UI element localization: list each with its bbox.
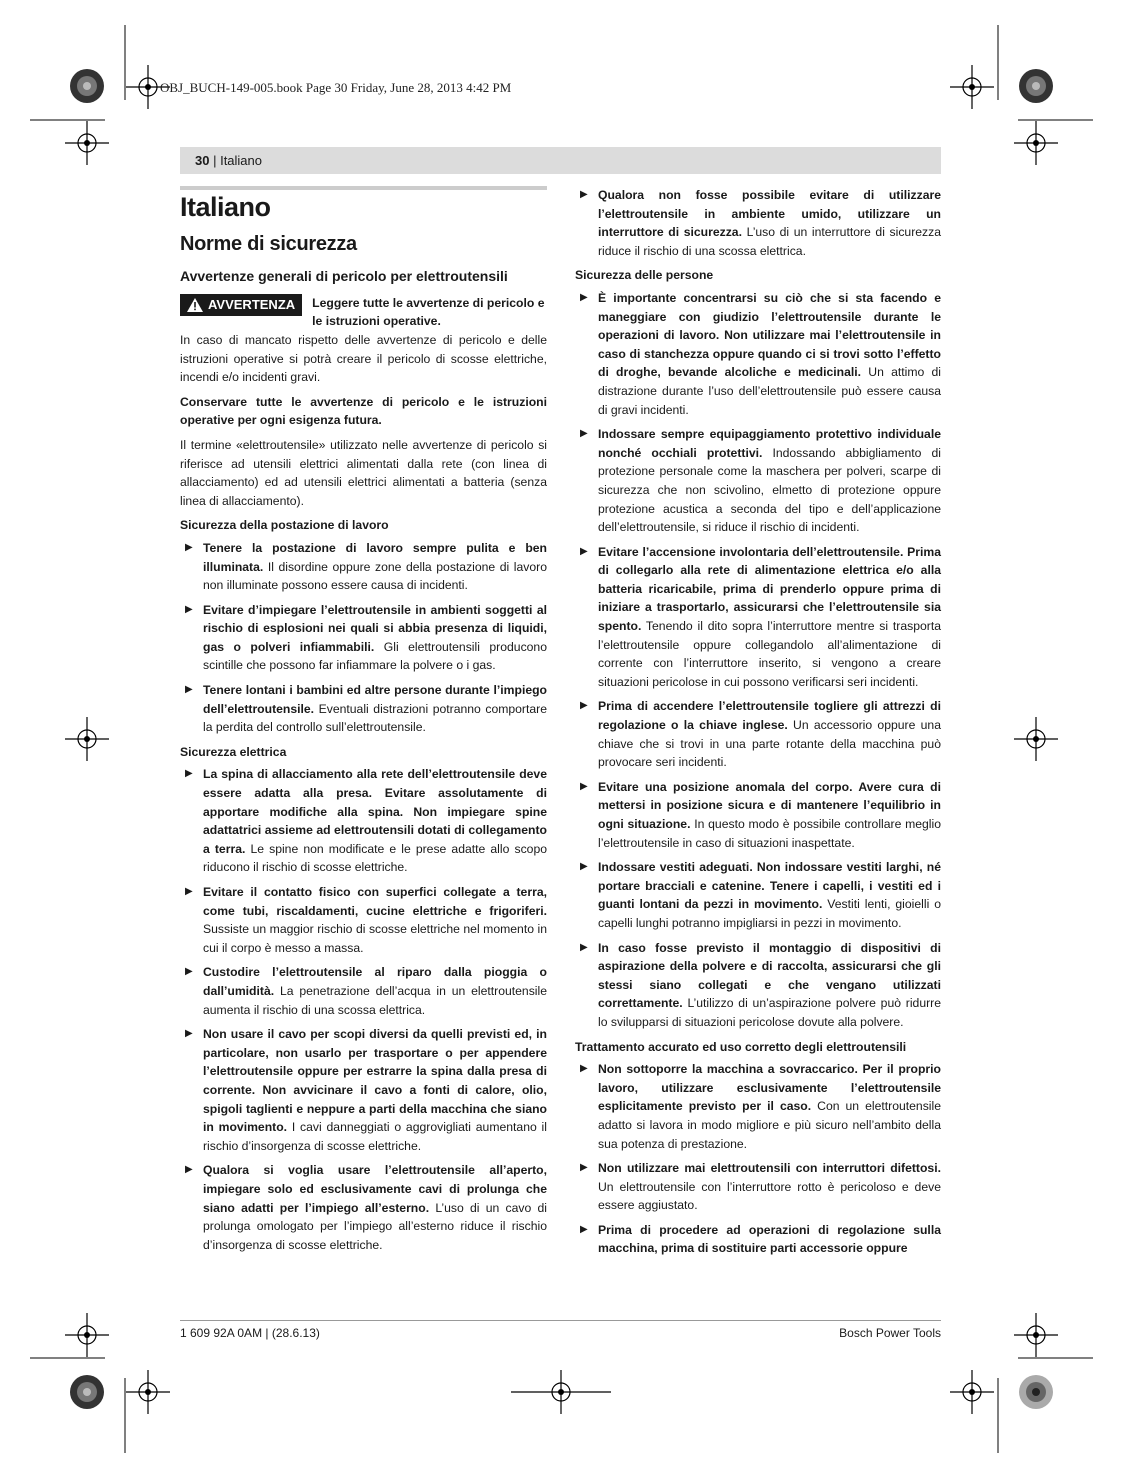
list-item-bold: In caso fosse previsto il montaggio di dispositivi di aspirazione della polvere e di raccolta, assicurarsi che gli stessi siano collegati e che vengano utilizzati correttamente. [598, 940, 941, 1011]
electrical-safety-list [180, 765, 547, 1254]
list-item-text [203, 1161, 547, 1254]
list-item-body: In questo modo è possibile controllare meglio l’elettroutensile in caso di situazioni inaspettate. [598, 817, 942, 850]
bullet-arrow-icon: ▶ [185, 603, 193, 615]
keep-note: Conservare tutte le avvertenze di pericolo e le istruzioni operative per ogni esigenza futura. [180, 394, 547, 428]
list-item-text [598, 425, 941, 537]
list-item-bold: Non utilizzare mai elettroutensili con interruttori difettosi. [598, 1161, 941, 1176]
bullet-arrow-icon: ▶ [580, 1223, 588, 1235]
list-item-bold: Non sottoporre la macchina a sovraccarico. Per il proprio lavoro, utilizzare esclusivamente l’elettroutensile esplicitamente previsto per il caso. [598, 1062, 941, 1114]
list-item-text [203, 1025, 547, 1155]
list-item [575, 1221, 941, 1258]
list-item-text [598, 289, 941, 419]
list-item-text [598, 1060, 941, 1153]
header-language: Italiano [220, 153, 262, 168]
electrical-safety-list-continued [575, 186, 941, 260]
list-item-bold: Indossare sempre equipaggiamento protettivo individuale nonché occhiali protettivi. [598, 427, 941, 460]
list-item-text [203, 765, 547, 877]
list-item-text [598, 1159, 941, 1215]
list-item-bold: È importante concentrarsi su ciò che si sta facendo e maneggiare con giudizio l’elettroutensile durante le operazioni di lavoro. Non utilizzare mai l’elettroutensile in caso di stanchezza oppure quando ci si trovi sotto l’effetto di droghe, bevande alcoliche e medicinali. [598, 290, 941, 380]
footer-brand: Bosch Power Tools [839, 1326, 941, 1340]
list-item [575, 186, 941, 260]
page-number: 30 [195, 153, 210, 168]
bullet-arrow-icon: ▶ [185, 966, 193, 978]
list-item-body: L’uso di un interruttore di sicurezza riduce il rischio di una scossa elettrica. [598, 225, 941, 258]
list-item-body: Vestiti lenti, gioielli o capelli lunghi potranno impigliarsi in pezzi in movimento. [598, 897, 941, 930]
page-title: Italiano [180, 192, 271, 222]
list-item [575, 289, 941, 419]
list-item-bold: Custodire l’elettroutensile al riparo dalla pioggia o dall’umidità. [203, 965, 547, 998]
list-item-text [598, 543, 941, 692]
header-separator: | [209, 153, 221, 168]
list-item-body: Sussiste un maggior rischio di scosse elettriche nel momento in cui il corpo è messo a massa. [203, 922, 547, 955]
list-item-bold: Evitare d’impiegare l’elettroutensile in ambienti soggetti al rischio di esplosioni nei quali si abbia presenza di liquidi, gas o polveri infiammabili. [203, 602, 547, 654]
list-item [180, 883, 547, 957]
list-item-body: Un accessorio oppure una chiave che si trovi in una parte rotante della macchina può provocare seri incidenti. [598, 718, 941, 770]
list-item-bold: Evitare l’accensione involontaria dell’elettroutensile. Prima di collegarlo alla rete di alimentazione elettrica e/o alla batteria ricaricabile, prima di prenderlo oppure prima di iniziare a trasportarlo, assicurarsi che l’elettroutensile sia spento. [598, 544, 941, 634]
list-item [180, 539, 547, 595]
work-safety-list [180, 539, 547, 737]
warning-triangle-icon [187, 298, 203, 312]
list-item-text [203, 539, 547, 595]
footer-doc-id: 1 609 92A 0AM | (28.6.13) [180, 1326, 320, 1340]
list-item-text [203, 883, 547, 957]
list-item-body: Con un elettroutensile adatto si lavora in modo migliore e più sicuro nell’ambito della sua potenza di prestazione. [598, 1099, 941, 1151]
bullet-arrow-icon: ▶ [185, 886, 193, 897]
list-item-bold: La spina di allacciamento alla rete dell’elettroutensile deve essere adatta alla presa. Evitare assolutamente di apportare modifiche alla spina. Non impiegare spine adattatrici assieme ad elettroutensili dotati di collegamento a terra. [203, 767, 547, 856]
list-item-text [598, 697, 941, 771]
list-item-bold: Prima di accendere l’elettroutensile togliere gli attrezzi di regolazione o la chiave inglese. [598, 699, 941, 733]
warning-badge [180, 294, 302, 316]
bullet-arrow-icon: ▶ [580, 941, 588, 953]
bullet-arrow-icon: ▶ [580, 428, 588, 440]
list-item-body: Eventuali distrazioni potranno comportare la perdita del controllo sull’elettroutensile. [203, 701, 547, 735]
list-item-bold: Non usare il cavo per scopi diversi da quelli previsti ed, in particolare, non usarlo per trasportare o per appendere l’elettroutensile oppure per estrarre la spina dalla presa di corrente. Non avvicinare il cavo a fonti di calore, olio, spigoli taglienti e neppure a parti della macchina che siano in movimento. [203, 1027, 547, 1135]
page-header [195, 153, 262, 168]
list-item-body: L’utilizzo di un’aspirazione polvere può ridurre lo svilupparsi di situazioni pericolose dovute alla polvere. [598, 996, 941, 1029]
list-item [575, 543, 941, 692]
bullet-arrow-icon: ▶ [185, 541, 193, 553]
list-item-text [203, 601, 547, 675]
bullet-arrow-icon: ▶ [580, 861, 588, 873]
list-item-bold: Prima di procedere ad operazioni di regolazione sulla macchina, prima di sostituire parti accessorie oppure [598, 1222, 941, 1256]
list-item-text [598, 939, 941, 1032]
list-item-body: L’uso di un cavo di prolunga omologato per l’impiego all’esterno riduce il rischio d’insorgenza di scosse elettriche. [203, 1200, 548, 1252]
list-item [575, 778, 941, 852]
section-electrical-safety: Sicurezza elettrica [180, 744, 287, 759]
list-item-bold: Indossare vestiti adeguati. Non indossare vestiti larghi, né portare bracciali e catenine. Tenere i capelli, i vestiti ed i guanti lontani da pezzi in movimento. [598, 860, 941, 912]
personal-safety-list [575, 289, 941, 1032]
list-item [180, 601, 547, 675]
list-item-body: Indossando abbigliamento di protezione personale come la maschera per polveri, scarpe di sicurezza che non scivolino, elmetto di protezione oppure protezione acustica a seconda del tipo e dell’applicazione dell’elettroutensile, si riduce il rischio di incidenti. [598, 445, 941, 535]
list-item-bold: Qualora non fosse possibile evitare di utilizzare l’elettroutensile in ambiente umido, utilizzare un interruttore di sicurezza. [598, 188, 941, 240]
bullet-arrow-icon: ▶ [580, 545, 588, 557]
right-column [575, 186, 941, 1264]
bullet-arrow-icon: ▶ [185, 768, 193, 780]
list-item [575, 858, 941, 932]
list-item-body: La penetrazione dell’acqua in un elettroutensile aumenta il rischio di una scossa elettrica. [203, 983, 547, 1017]
list-item [180, 681, 547, 737]
list-item-text [598, 1221, 941, 1258]
section-title: Norme di sicurezza [180, 232, 357, 255]
print-slug: OBJ_BUCH-149-005.book Page 30 Friday, June 28, 2013 4:42 PM [160, 80, 512, 95]
footer-divider [180, 1320, 941, 1321]
left-column [180, 186, 547, 1260]
list-item-bold: Evitare il contatto fisico con superfici collegate a terra, come tubi, riscaldamenti, cucine elettriche e frigoriferi. [203, 885, 547, 918]
bullet-arrow-icon: ▶ [580, 1063, 588, 1075]
list-item-bold: Tenere la postazione di lavoro sempre pulita e ben illuminata. [203, 540, 547, 574]
tool-use-list [575, 1060, 941, 1258]
list-item [180, 963, 547, 1019]
list-item-body: Il disordine oppure zone della postazione di lavoro non illuminate possono essere causa di incidenti. [203, 559, 547, 593]
list-item-body: Un elettroutensile con l’interruttore rotto è pericoloso e deve essere aggiustato. [598, 1179, 941, 1213]
list-item-bold: Tenere lontani i bambini ed altre persone durante l’impiego dell’elettroutensile. [203, 683, 547, 716]
section-personal-safety: Sicurezza delle persone [575, 268, 714, 283]
list-item-text [203, 681, 547, 737]
list-item-bold: Qualora si voglia usare l’elettroutensile all’aperto, impiegare solo ed esclusivamente cavi di prolunga che siano adatti per l’impiego all’esterno. [203, 1163, 547, 1215]
list-item [180, 1025, 547, 1155]
bullet-arrow-icon: ▶ [580, 700, 588, 712]
warning-badge-label: AVVERTENZA [208, 296, 296, 312]
list-item-bold: Evitare una posizione anomala del corpo. Avere cura di mettersi in posizione sicura e di mantenere l’equilibrio in ogni situazione. [598, 779, 941, 831]
list-item-body: Tenendo il dito sopra l’interruttore mentre si trasporta l’elettroutensile oppure collegandolo all’alimentazione di corrente con l’interruttore inserito, si vengono a creare situazioni pericolose in cui possono verificarsi seri incidenti. [598, 619, 941, 689]
list-item [575, 1060, 941, 1153]
list-item [575, 939, 941, 1032]
list-item [575, 1159, 941, 1215]
term-paragraph: Il termine «elettroutensile» utilizzato nelle avvertenze di pericolo si riferisce ad utensili elettrici alimentati dalla rete (con linea di allacciamento) ed ad utensili elettrici alimentati a batteria (senza linea di allacciamento). [180, 437, 547, 508]
section-tool-use: Trattamento accurato ed uso corretto degli elettroutensili [575, 1039, 907, 1054]
list-item-body: I cavi danneggiati o aggrovigliati aumentano il rischio d’insorgenza di scosse elettriche. [203, 1120, 547, 1153]
general-warnings-heading: Avvertenze generali di pericolo per elettroutensili [180, 268, 508, 285]
bullet-arrow-icon: ▶ [185, 684, 193, 696]
bullet-arrow-icon: ▶ [185, 1028, 193, 1040]
bullet-arrow-icon: ▶ [580, 291, 588, 303]
list-item [180, 1161, 547, 1254]
list-item-text [598, 186, 941, 260]
warning-lead: Leggere tutte le avvertenze di pericolo e le istruzioni operative. [312, 295, 545, 329]
warning-text: In caso di mancato rispetto delle avvertenze di pericolo e delle istruzioni operative si potrà creare il pericolo di scosse elettriche, incendi e/o incidenti gravi. [180, 332, 547, 385]
bullet-arrow-icon: ▶ [580, 189, 588, 200]
section-work-safety: Sicurezza della postazione di lavoro [180, 518, 389, 533]
list-item [180, 765, 547, 877]
list-item [575, 425, 941, 537]
list-item-body: Un attimo di distrazione durante l’uso dell’elettroutensile può essere causa di gravi incidenti. [598, 365, 941, 417]
list-item [575, 697, 941, 771]
bullet-arrow-icon: ▶ [580, 1162, 588, 1174]
bullet-arrow-icon: ▶ [580, 780, 588, 792]
list-item-body: Gli elettroutensili producono scintille che possono far infiammare la polvere o i gas. [203, 639, 547, 673]
bullet-arrow-icon: ▶ [185, 1164, 193, 1176]
list-item-text [598, 778, 941, 852]
list-item-text [203, 963, 547, 1019]
list-item-text [598, 858, 941, 932]
page-header-bar [180, 147, 941, 174]
warning-block [180, 294, 547, 331]
list-item-body: Le spine non modificate e le prese adatte allo scopo riducono il rischio di scosse elettriche. [203, 841, 547, 875]
